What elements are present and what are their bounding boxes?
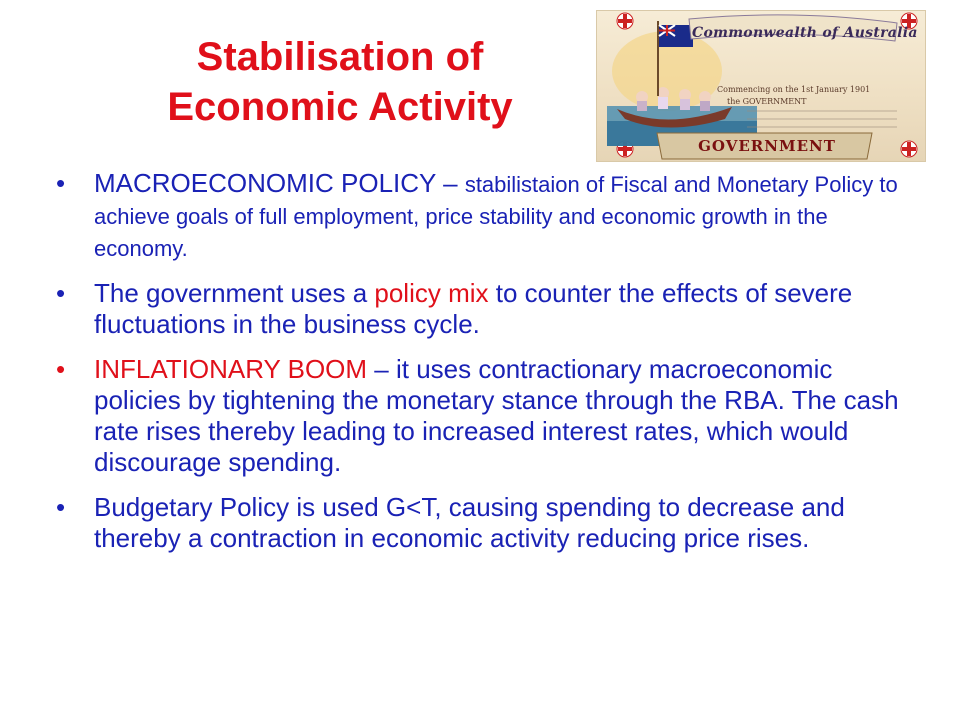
bullet-2-highlight: policy mix [374, 278, 489, 308]
emblem-heading: Commonwealth of Australia [692, 25, 918, 41]
emblem-government-small: the GOVERNMENT [727, 97, 807, 106]
bullet-3-after: – it uses contractionary macroeconomic policies by tightening the monetary stance through the RBA. The cash rate rises thereby leading to increased interest rates, which would discourage spending. [94, 354, 899, 477]
bullet-dot-icon: • [56, 492, 66, 522]
bullet-budgetary-policy [56, 492, 906, 554]
bullet-1-lead: MACROECONOMIC POLICY – [94, 168, 465, 198]
bullet-1-rest: stabilistaion of Fiscal and Monetary Policy to achieve goals of full employment, price stability and economic growth in the economy. [94, 172, 898, 261]
title-line-1: Stabilisation of [196, 35, 484, 79]
bullet-policy-mix [56, 278, 906, 340]
title-line-2: Economic Activity [167, 85, 513, 129]
commonwealth-emblem-image [596, 10, 926, 162]
bullet-dot-icon: • [56, 354, 66, 384]
emblem-banner-text: GOVERNMENT [698, 137, 836, 155]
bullet-list [56, 168, 906, 568]
bullet-inflationary-boom [56, 354, 906, 478]
bullet-dot-icon: • [56, 168, 66, 198]
bullet-dot-icon: • [56, 278, 66, 308]
bullet-4-text: Budgetary Policy is used G<T, causing spending to decrease and thereby a contraction in economic activity reducing price rises. [94, 492, 845, 553]
bullet-macroeconomic-policy [56, 168, 906, 264]
bullet-3-highlight: INFLATIONARY BOOM [94, 354, 368, 384]
emblem-commencing-text: Commencing on the 1st January 1901 [717, 85, 871, 94]
bullet-2-after: to counter the effects of severe fluctuations in the business cycle. [94, 278, 853, 339]
slide-title [60, 32, 620, 132]
bullet-2-before: The government uses a [94, 278, 375, 308]
